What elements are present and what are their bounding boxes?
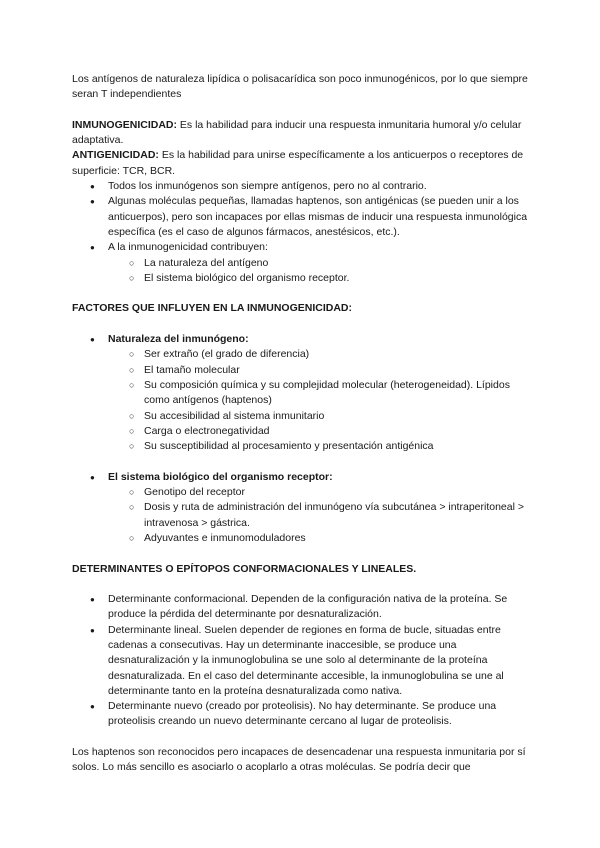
list-item: ○ Ser extraño (el grado de diferencia) — [72, 347, 530, 362]
definition-inmunogenicidad — [72, 118, 530, 149]
definition-text-inmunogenicidad: Es la habilidad para inducir una respuesta inmunitaria humoral y/o celular adaptativa. — [72, 118, 522, 147]
list-item: ○ Su susceptibilidad al procesamiento y presentación antigénica — [72, 439, 530, 454]
list-item: ● Determinante lineal. Suelen depender de regiones en forma de bucle, situadas entre cadenas a consecutivas. Hay un determinante inaccesible, se produce una desnaturalización y la inmunoglobulina se une solo al determinante de la proteína desnaturalizada. En el caso del determinante accesible, la inmunoglobulina se une al determinante tanto en la proteína desnaturalizada como nativa. — [72, 623, 530, 699]
antigen-bullet-list — [72, 179, 530, 286]
determinantes-list — [72, 592, 530, 730]
group-title-naturaleza: Naturaleza del inmunógeno: — [108, 333, 249, 346]
naturaleza-sublist — [72, 347, 530, 454]
list-item: ○ El tamaño molecular — [72, 363, 530, 378]
factores-list — [72, 332, 530, 454]
list-item: ○ Adyuvantes e inmunomoduladores — [72, 531, 530, 546]
document-body — [72, 72, 530, 776]
list-item: ○ La naturaleza del antígeno — [72, 256, 530, 271]
list-item: ○ Dosis y ruta de administración del inmunógeno vía subcutánea > intraperitoneal > intravenosa > gástrica. — [72, 500, 530, 531]
list-item: ● Todos los inmunógenos son siempre antígenos, pero no al contrario. — [72, 179, 530, 194]
list-item-label: A la inmunogenicidad contribuyen: — [108, 241, 268, 254]
contributors-sublist — [72, 256, 530, 287]
term-inmunogenicidad: INMUNOGENICIDAD: — [72, 118, 177, 131]
list-item — [72, 240, 530, 286]
group-title-receptor: El sistema biológico del organismo receptor: — [108, 470, 333, 483]
term-antigenicidad: ANTIGENICIDAD: — [72, 149, 159, 162]
definition-antigenicidad — [72, 148, 530, 179]
definition-text-antigenicidad: Es la habilidad para unirse específicamente a los anticuerpos o receptores de superficie: TCR, BCR. — [72, 149, 524, 177]
receptor-sublist — [72, 485, 530, 546]
closing-paragraph: Los haptenos son reconocidos pero incapaces de desencadenar una respuesta inmunitaria por sí solos. Lo más sencillo es asociarlo o acoplarlo a otras moléculas. Se podría decir que — [72, 746, 526, 774]
list-item: ● Algunas moléculas pequeñas, llamadas haptenos, son antigénicas (se pueden unir a los anticuerpos), pero son incapaces por ellas mismas de inducir una respuesta inmunológica específica (es el caso de algunos fármacos, anestésicos, etc.). — [72, 194, 530, 240]
list-item: ● Determinante nuevo (creado por proteolisis). No hay determinante. Se produce una proteolisis creando un nuevo determinante cercano al lugar de proteolisis. — [72, 699, 530, 730]
list-item: ○ Su composición química y su complejidad molecular (heterogeneidad). Lípidos como antígenos (haptenos) — [72, 378, 530, 409]
list-item: ○ Su accesibilidad al sistema inmunitario — [72, 409, 530, 424]
intro-paragraph: Los antígenos de naturaleza lipídica o polisacarídica son poco inmunogénicos, por lo que siempre seran T independientes — [72, 73, 528, 101]
list-item — [72, 470, 530, 546]
section-heading-factores: FACTORES QUE INFLUYEN EN LA INMUNOGENICIDAD: — [72, 302, 353, 315]
list-item: ● Determinante conformacional. Dependen de la configuración nativa de la proteína. Se produce la pérdida del determinante por desnaturalización. — [72, 592, 530, 623]
list-item: ○ Genotipo del receptor — [72, 485, 530, 500]
receptor-list — [72, 470, 530, 546]
list-item: ○ El sistema biológico del organismo receptor. — [72, 271, 530, 286]
list-item: ○ Carga o electronegatividad — [72, 424, 530, 439]
section-heading-determinantes: DETERMINANTES O EPÍTOPOS CONFORMACIONALES Y LINEALES. — [72, 562, 417, 575]
list-item — [72, 332, 530, 454]
